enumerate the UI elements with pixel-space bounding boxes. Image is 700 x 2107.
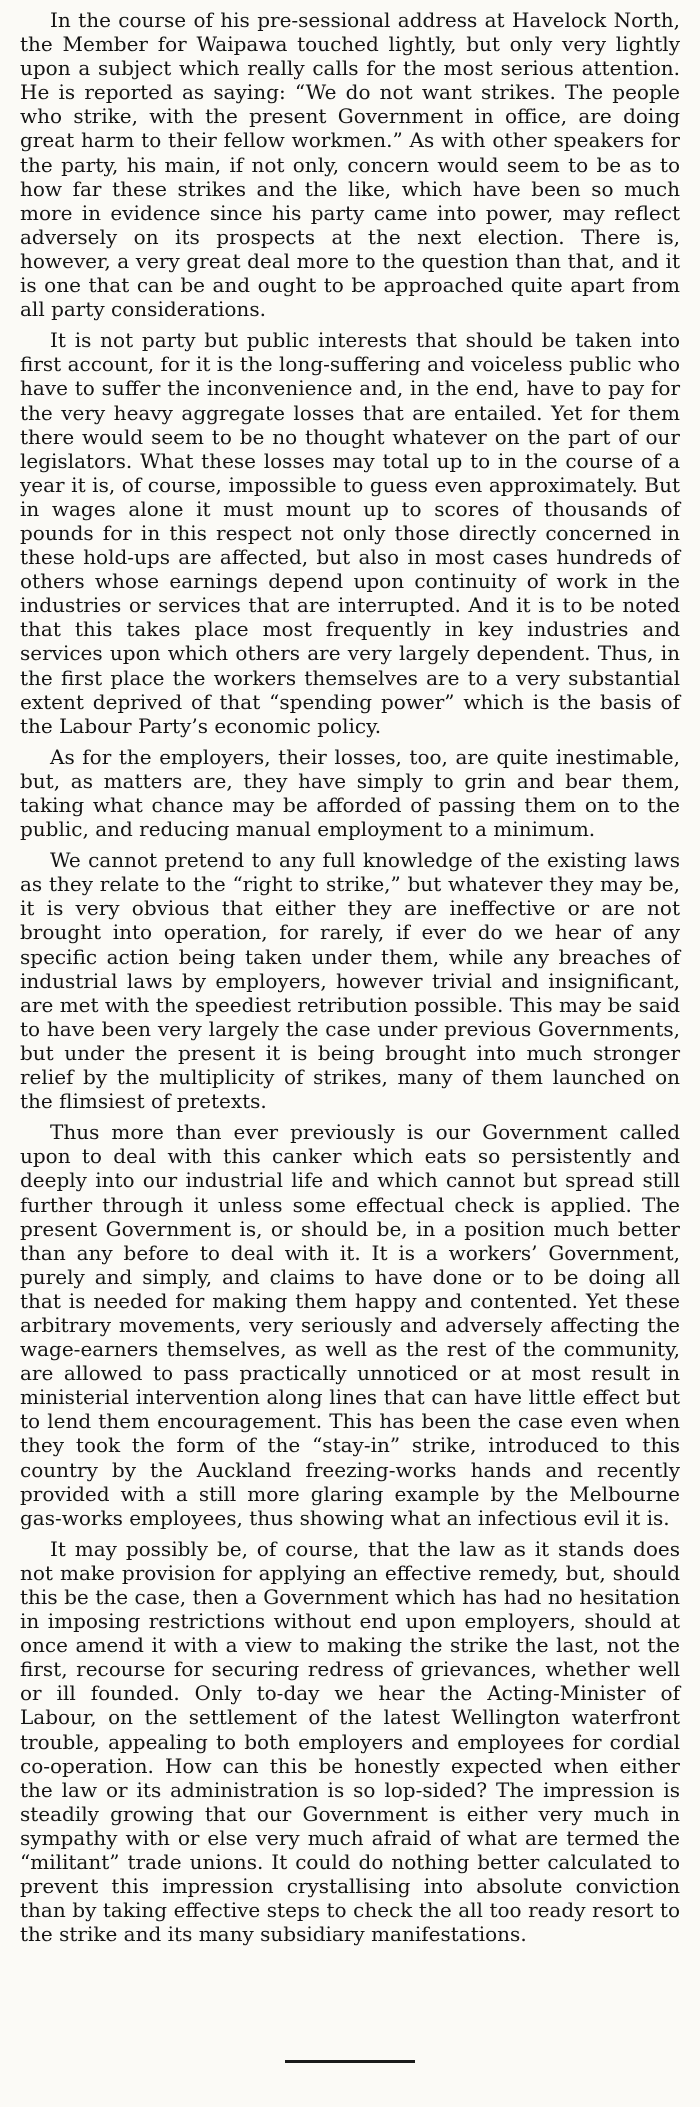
article-paragraph: It may possibly be, of course, that the law as it stands does not make provision for applying an effective remedy, but, should this be the case, then a Government which has had no hesitation in imposing restrictions without end upon employers, should at once amend it with a view to making the strike the last, not the first, recourse for securing redress of grievances, whether well or ill founded. Only to-day we hear the Acting-Minister of Labour, on the settlement of the latest Wellington waterfront trouble, appealing to both employers and employees for cordial co-operation. How can this be honestly expected when either the law or its administration is so lop-sided? The impression is steadily growing that our Government is either very much in sympathy with or else very much afraid of what are termed the “militant” trade unions. It could do nothing better calculated to prevent this impression crystallising into absolute conviction than by taking effective steps to check the all too ready resort to the strike and its many subsidiary manifestations. [20, 1536, 680, 1947]
end-rule-container [0, 2060, 700, 2063]
article-paragraph: We cannot pretend to any full knowledge of the existing laws as they relate to the “right to strike,” but whatever they may be, it is very obvious that either they are ineffective or are not brought into operation, for rarely, if ever do we hear of any specific action being taken under them, while any breaches of industrial laws by employers, however trivial and insignificant, are met with the speediest retribution possible. This may be said to have been very largely the case under previous Governments, but under the present it is being brought into much stronger relief by the multiplicity of strikes, many of them launched on the flimsiest of pretexts. [20, 848, 680, 1114]
article-paragraph: It is not party but public interests that should be taken into first account, for it is the long-suffering and voiceless public who have to suffer the inconvenience and, in the end, have to pay for the very heavy aggregate losses that are entailed. Yet for them there would seem to be no thought whatever on the part of our legislators. What these losses may total up to in the course of a year it is, of course, impossible to guess even approximately. But in wages alone it must mount up to scores of thousands of pounds for in this respect not only those directly concerned in these hold-ups are affected, but also in most cases hundreds of others whose earnings depend upon continuity of work in the industries or services that are interrupted. And it is to be noted that this takes place most frequently in key industries and services upon which others are very largely dependent. Thus, in the first place the workers themselves are to a very substantial extent deprived of that “spending power” which is the basis of the Labour Party’s economic policy. [20, 328, 680, 738]
article-paragraph: In the course of his pre-sessional address at Havelock North, the Member for Waipawa touched lightly, but only very lightly upon a subject which really calls for the most serious attention. He is reported as saying: “We do not want strikes. The people who strike, with the present Government in office, are doing great harm to their fellow workmen.” As with other speakers for the party, his main, if not only, concern would seem to be as to how far these strikes and the like, which have been so much more in evidence since his party came into power, may reflect adversely on its prospects at the next election. There is, however, a very great deal more to the question than that, and it is one that can be and ought to be approached quite apart from all party considerations. [20, 8, 680, 322]
end-rule [285, 2060, 415, 2063]
article-column [20, 8, 680, 1953]
article-paragraph: As for the employers, their losses, too, are quite inestimable, but, as matters are, they have simply to grin and bear them, taking what chance may be afforded of passing them on to the public, and reducing manual employment to a minimum. [20, 744, 680, 842]
article-paragraph: Thus more than ever previously is our Government called upon to deal with this canker which eats so persistently and deeply into our industrial life and which cannot but spread still further through it unless some effectual check is applied. The present Government is, or should be, in a position much better than any before to deal with it. It is a workers’ Government, purely and simply, and claims to have done or to be doing all that is needed for making them happy and contented. Yet these arbitrary movements, very seriously and adversely affecting the wage-earners themselves, as well as the rest of the community, are allowed to pass practically unnoticed or at most result in ministerial intervention along lines that can have little effect but to lend them encouragement. This has been the case even when they took the form of the “stay-in” strike, introduced to this country by the Auckland freezing-works hands and recently provided with a still more glaring example by the Melbourne gas-works employees, thus showing what an infectious evil it is. [20, 1120, 680, 1530]
